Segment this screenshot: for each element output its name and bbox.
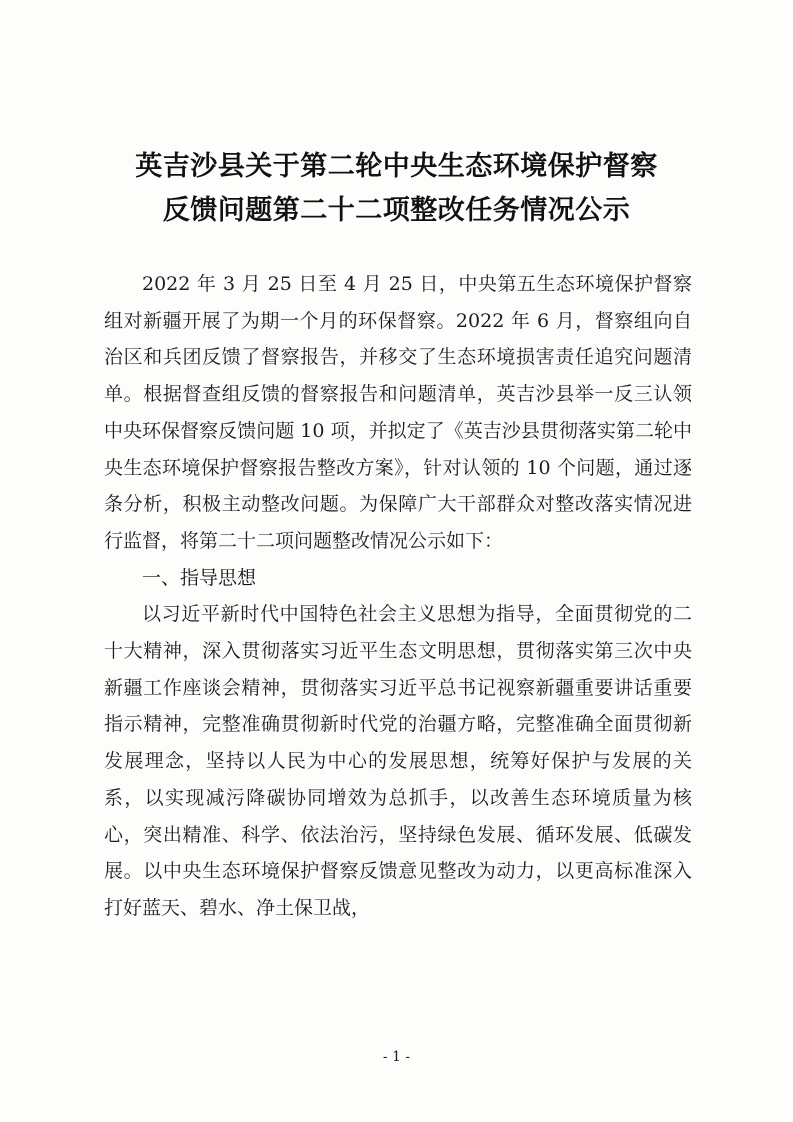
intro-paragraph: 2022 年 3 月 25 日至 4 月 25 日，中央第五生态环境保护督察组对新疆开展了为期一个月的环保督察。2022 年 6 月，督察组向自治区和兵团反馈了督察报告，并移交了生态环境损害责任追究问题清单。根据督查组反馈的督察报告和问题清单，英吉沙县举一反三认领中央环保督察反馈问题 10 项，并拟定了《英吉沙县贯彻落实第二轮中央生态环境保护督察报告整改方案》，针对认领的 10 个问题，通过逐条分析，积极主动整改问题。为保障广大干部群众对整改落实情况进行监督，将第二十二项问题整改情况公示如下： <box>104 273 692 552</box>
document-body <box>104 266 692 927</box>
document-title-line-1: 英吉沙县关于第二轮中央生态环境保护督察 <box>135 151 658 182</box>
section-heading-guiding-ideology: 一、指导思想 <box>142 566 257 589</box>
document-title-line-2: 反馈问题第二十二项整改任务情况公示 <box>162 195 631 226</box>
section-paragraph-guiding-ideology: 以习近平新时代中国特色社会主义思想为指导，全面贯彻党的二十大精神，深入贯彻落实习近平生态文明思想，贯彻落实第三次中央新疆工作座谈会精神，贯彻落实习近平总书记视察新疆重要讲话重要指示精神，完整准确贯彻新时代党的治疆方略，完整准确全面贯彻新发展理念，坚持以人民为中心的发展思想，统筹好保护与发展的关系，以实现减污降碳协同增效为总抓手，以改善生态环境质量为核心，突出精准、科学、依法治污，坚持绿色发展、循环发展、低碳发展。以中央生态环境保护督察反馈意见整改为动力，以更高标准深入打好蓝天、碧水、净土保卫战， <box>104 603 692 919</box>
page-number: - 1 - <box>382 1049 411 1065</box>
